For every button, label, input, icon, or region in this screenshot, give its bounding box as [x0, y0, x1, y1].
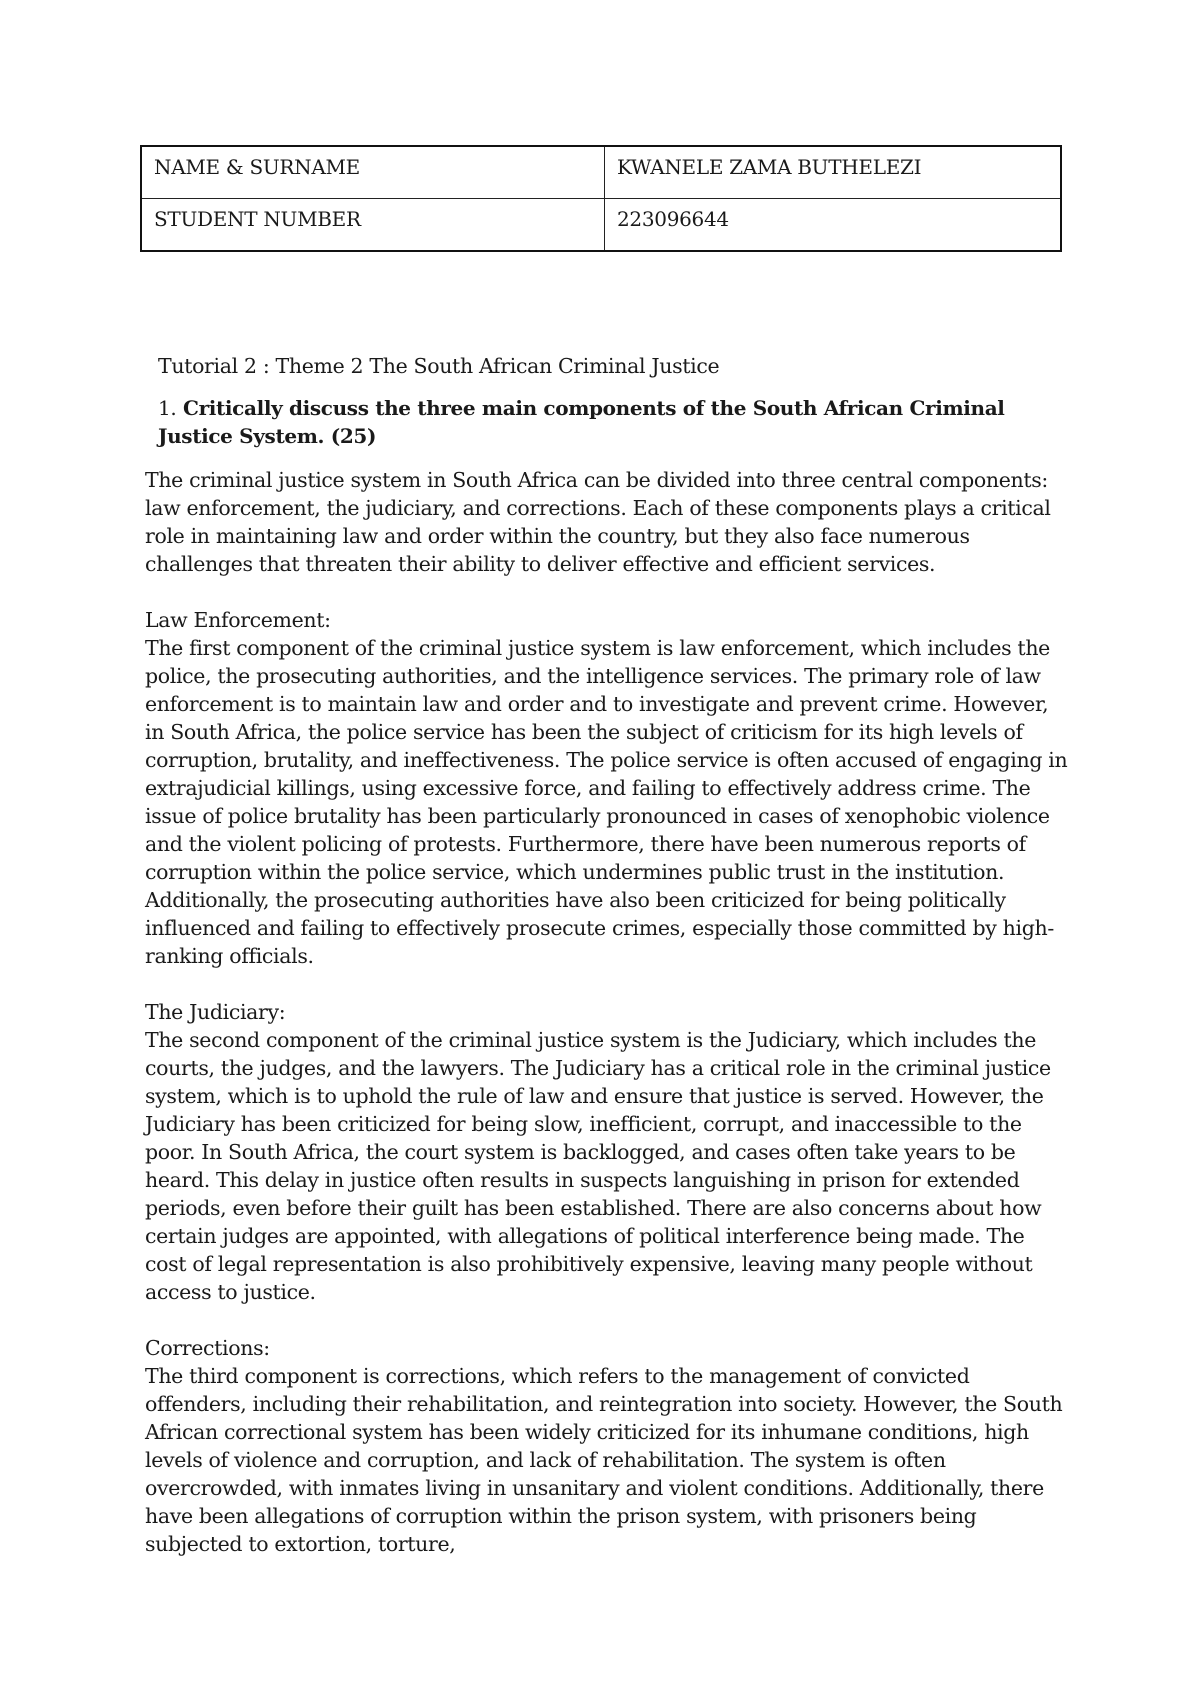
document-title: Tutorial 2 : Theme 2 The South African Criminal Justice — [158, 354, 720, 378]
name-value-cell: KWANELE ZAMA BUTHELEZI — [605, 146, 1062, 199]
table-row — [141, 146, 1061, 199]
question-text: Critically discuss the three main components of the South African Criminal Justice System. (25) — [158, 396, 1005, 448]
section-corrections — [145, 1334, 1070, 1558]
section-body: The first component of the criminal justice system is law enforcement, which includes the police, the prosecuting authorities, and the intelligence services. The primary role of law enforcement is to maintain law and order and to investigate and prevent crime. However, in South Africa, the police service has been the subject of criticism for its high levels of corruption, brutality, and ineffectiveness. The police service is often accused of engaging in extrajudicial killings, using excessive force, and failing to effectively address crime. The issue of police brutality has been particularly pronounced in cases of xenophobic violence and the violent policing of protests. Furthermore, there have been numerous reports of corruption within the police service, which undermines public trust in the institution. Additionally, the prosecuting authorities have also been criticized for being politically influenced and failing to effectively prosecute crimes, especially those committed by high-ranking officials. — [145, 636, 1068, 968]
student-info-table — [140, 145, 1062, 252]
question-heading — [158, 394, 1070, 450]
name-label-cell: NAME & SURNAME — [141, 146, 605, 199]
section-heading: Law Enforcement: — [145, 608, 331, 632]
section-body: The third component is corrections, which refers to the management of convicted offenders, including their rehabilitation, and reintegration into society. However, the South African correctional system has been widely criticized for its inhumane conditions, high levels of violence and corruption, and lack of rehabilitation. The system is often overcrowded, with inmates living in unsanitary and violent conditions. Additionally, there have been allegations of corruption within the prison system, with prisoners being subjected to extortion, torture, — [145, 1364, 1063, 1556]
table-row — [141, 199, 1061, 252]
student-number-value-cell: 223096644 — [605, 199, 1062, 252]
section-law-enforcement — [145, 606, 1070, 970]
section-heading: Corrections: — [145, 1336, 270, 1360]
intro-paragraph: The criminal justice system in South Africa can be divided into three central components: law enforcement, the judiciary, and corrections. Each of these components plays a critical role in maintaining law and order within the country, but they also face numerous challenges that threaten their ability to deliver effective and efficient services. — [145, 468, 1051, 576]
document-body — [145, 352, 1070, 1558]
question-number: 1. — [158, 396, 177, 420]
section-heading: The Judiciary: — [145, 1000, 286, 1024]
student-number-label-cell: STUDENT NUMBER — [141, 199, 605, 252]
section-judiciary — [145, 998, 1070, 1306]
section-body: The second component of the criminal justice system is the Judiciary, which includes the courts, the judges, and the lawyers. The Judiciary has a critical role in the criminal justice system, which is to uphold the rule of law and ensure that justice is served. However, the Judiciary has been criticized for being slow, inefficient, corrupt, and inaccessible to the poor. In South Africa, the court system is backlogged, and cases often take years to be heard. This delay in justice often results in suspects languishing in prison for extended periods, even before their guilt has been established. There are also concerns about how certain judges are appointed, with allegations of political interference being made. The cost of legal representation is also prohibitively expensive, leaving many people without access to justice. — [145, 1028, 1051, 1304]
